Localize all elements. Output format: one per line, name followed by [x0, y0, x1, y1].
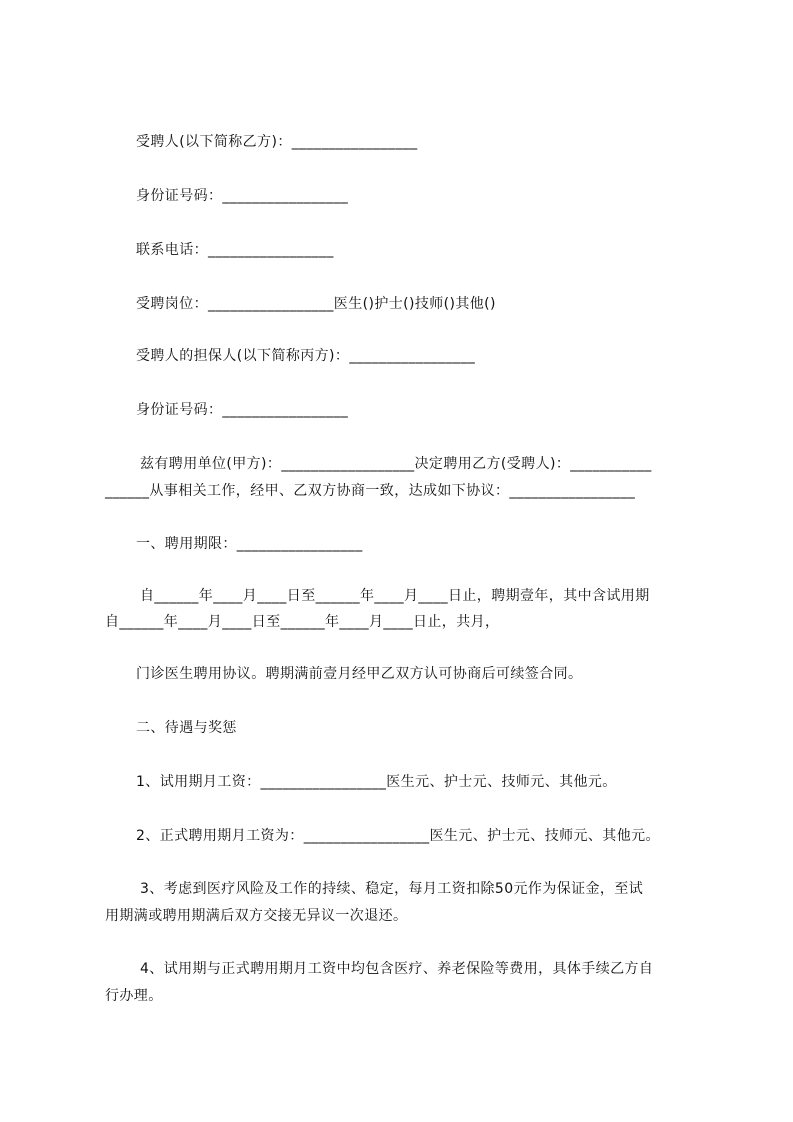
insurance-line: 4、试用期与正式聘用期月工资中均包含医疗、养老保险等费用，具体手续乙方自 — [140, 961, 654, 977]
term-line: 自______年____月____日至______年____月____日止，聘期壹年，其中含试用期 — [140, 588, 650, 604]
employer-line: 兹有聘用单位(甲方)：__________________决定聘用乙方(受聘人)：___________ — [140, 456, 652, 472]
guarantor-id-line: 身份证号码：_________________ — [136, 402, 349, 418]
insurance-line-cont: 行办理。 — [105, 988, 163, 1004]
party-b-line: 受聘人(以下简称乙方)：_________________ — [136, 134, 418, 150]
position-line: 受聘岗位：_________________医生()护士()技师()其他() — [136, 296, 496, 312]
party-b-id-line: 身份证号码：_________________ — [136, 188, 349, 204]
term-line-cont: 自______年____月____日至______年____月____日止，共月， — [105, 614, 500, 630]
formal-salary-line: 2、正式聘用期月工资为：_________________医生元、护士元、技师元、其他元。 — [136, 828, 660, 844]
deposit-line-cont: 用期满或聘用期满后双方交接无异议一次退还。 — [105, 908, 408, 924]
section-2-heading: 二、待遇与奖惩 — [136, 720, 237, 736]
guarantor-line: 受聘人的担保人(以下简称丙方)：_________________ — [136, 348, 476, 364]
renewal-line: 门诊医生聘用协议。聘期满前壹月经甲乙双方认可协商后可续签合同。 — [136, 666, 583, 682]
employer-line-cont: ______从事相关工作，经甲、乙双方协商一致，达成如下协议：_________________ — [105, 483, 636, 499]
deposit-line: 3、考虑到医疗风险及工作的持续、稳定，每月工资扣除50元作为保证金，至试 — [140, 881, 644, 897]
section-1-heading: 一、聘用期限：_________________ — [136, 536, 363, 552]
phone-line: 联系电话：_________________ — [136, 242, 334, 258]
trial-salary-line: 1、试用期月工资：_________________医生元、护士元、技师元、其他元。 — [136, 774, 617, 790]
